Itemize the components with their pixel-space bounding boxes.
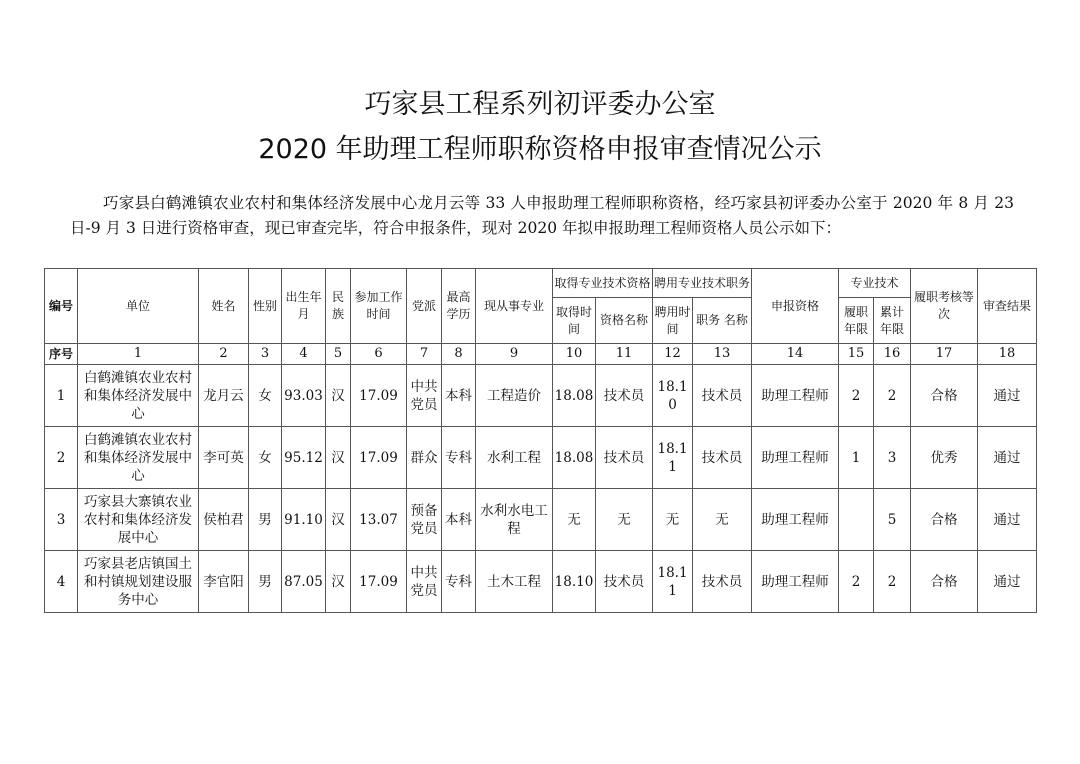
intro-paragraph: 巧家县白鹤滩镇农业农村和集体经济发展中心龙月云等 33 人申报助理工程师职称资格，经巧家县初评委办公室于 2020 年 8 月 23 日-9 月 3 日进行资格审查，现已审查完毕，符合申报条件，现对 2020 年拟申报助理工程师资格人员公示如下： (70, 194, 1014, 237)
cell-cumulative: 3 (874, 427, 911, 489)
cell-obtained-time: 18.08 (553, 365, 596, 427)
cell-ethnicity: 汉 (326, 551, 351, 613)
cell-party: 中共党员 (407, 365, 442, 427)
table-row (45, 489, 1037, 551)
cell-id: 4 (45, 551, 78, 613)
header-work-start: 参加工作时间 (351, 269, 407, 344)
cell-gender: 女 (249, 365, 282, 427)
cell-assessment: 合格 (911, 365, 978, 427)
header-major: 现从事专业 (476, 269, 553, 344)
header-id: 编号 (45, 269, 78, 344)
header-party: 党派 (407, 269, 442, 344)
cell-party: 中共党员 (407, 551, 442, 613)
header-hired-group: 聘用专业技术职务 (653, 269, 752, 298)
index-cell: 6 (351, 344, 407, 365)
cell-obtained-time: 无 (553, 489, 596, 551)
cell-obtained-time: 18.08 (553, 427, 596, 489)
cell-result: 通过 (978, 551, 1037, 613)
cell-work-start: 13.07 (351, 489, 407, 551)
cell-tenure: 1 (839, 427, 874, 489)
cell-major: 土木工程 (476, 551, 553, 613)
cell-apply: 助理工程师 (752, 365, 839, 427)
index-cell: 10 (553, 344, 596, 365)
cell-hired-name: 技术员 (693, 427, 752, 489)
header-hired-time: 聘用时间 (653, 298, 693, 344)
applicant-table (44, 268, 1037, 613)
cell-obtained-name: 技术员 (596, 427, 653, 489)
cell-unit: 白鹤滩镇农业农村和集体经济发展中心 (78, 365, 199, 427)
index-cell: 5 (326, 344, 351, 365)
index-cell: 15 (839, 344, 874, 365)
cell-name: 龙月云 (199, 365, 249, 427)
index-cell: 16 (874, 344, 911, 365)
index-cell: 2 (199, 344, 249, 365)
index-row (45, 344, 1037, 365)
table-row (45, 551, 1037, 613)
cell-hired-time: 18.11 (653, 551, 693, 613)
header-unit: 单位 (78, 269, 199, 344)
cell-hired-name: 无 (693, 489, 752, 551)
header-assessment: 履职考核等次 (911, 269, 978, 344)
cell-cumulative: 2 (874, 365, 911, 427)
cell-education: 专科 (442, 427, 476, 489)
table-row (45, 365, 1037, 427)
cell-birth: 91.10 (282, 489, 326, 551)
cell-party: 预备党员 (407, 489, 442, 551)
header-obtained-time: 取得时间 (553, 298, 596, 344)
cell-obtained-name: 技术员 (596, 365, 653, 427)
cell-result: 通过 (978, 365, 1037, 427)
cell-assessment: 合格 (911, 551, 978, 613)
cell-id: 2 (45, 427, 78, 489)
cell-hired-time: 18.10 (653, 365, 693, 427)
header-gender: 性别 (249, 269, 282, 344)
index-cell: 11 (596, 344, 653, 365)
table-header (45, 269, 1037, 344)
document-title: 巧家县工程系列初评委办公室 (364, 89, 716, 120)
cell-gender: 女 (249, 427, 282, 489)
cell-hired-time: 18.11 (653, 427, 693, 489)
cell-apply: 助理工程师 (752, 551, 839, 613)
cell-obtained-time: 18.10 (553, 551, 596, 613)
cell-name: 李官阳 (199, 551, 249, 613)
cell-id: 1 (45, 365, 78, 427)
cell-birth: 93.03 (282, 365, 326, 427)
index-cell: 13 (693, 344, 752, 365)
index-cell: 18 (978, 344, 1037, 365)
cell-name: 李可英 (199, 427, 249, 489)
cell-assessment: 合格 (911, 489, 978, 551)
cell-apply: 助理工程师 (752, 427, 839, 489)
table-row (45, 427, 1037, 489)
cell-work-start: 17.09 (351, 365, 407, 427)
cell-result: 通过 (978, 427, 1037, 489)
header-birth: 出生年月 (282, 269, 326, 344)
cell-major: 水利工程 (476, 427, 553, 489)
header-obtained-name: 资格名称 (596, 298, 653, 344)
cell-cumulative: 5 (874, 489, 911, 551)
cell-ethnicity: 汉 (326, 489, 351, 551)
cell-assessment: 优秀 (911, 427, 978, 489)
cell-tenure (839, 489, 874, 551)
cell-hired-name: 技术员 (693, 551, 752, 613)
header-tenure: 履职年限 (839, 298, 874, 344)
header-obtained-group: 取得专业技术资格 (553, 269, 653, 298)
header-cumulative: 累计年限 (874, 298, 911, 344)
index-cell: 17 (911, 344, 978, 365)
cell-birth: 95.12 (282, 427, 326, 489)
cell-result: 通过 (978, 489, 1037, 551)
header-tech-group: 专业技术 (839, 269, 911, 298)
index-cell: 12 (653, 344, 693, 365)
cell-gender: 男 (249, 551, 282, 613)
cell-apply: 助理工程师 (752, 489, 839, 551)
document-subtitle: 2020 年助理工程师职称资格申报审查情况公示 (258, 134, 822, 165)
cell-ethnicity: 汉 (326, 365, 351, 427)
index-cell: 14 (752, 344, 839, 365)
cell-work-start: 17.09 (351, 427, 407, 489)
cell-tenure: 2 (839, 551, 874, 613)
cell-name: 侯柏君 (199, 489, 249, 551)
cell-tenure: 2 (839, 365, 874, 427)
cell-id: 3 (45, 489, 78, 551)
cell-obtained-name: 技术员 (596, 551, 653, 613)
header-hired-name: 职务 名称 (693, 298, 752, 344)
index-cell: 9 (476, 344, 553, 365)
cell-party: 群众 (407, 427, 442, 489)
index-cell: 4 (282, 344, 326, 365)
index-cell: 8 (442, 344, 476, 365)
cell-obtained-name: 无 (596, 489, 653, 551)
cell-birth: 87.05 (282, 551, 326, 613)
index-cell: 7 (407, 344, 442, 365)
cell-hired-name: 技术员 (693, 365, 752, 427)
cell-unit: 巧家县大寨镇农业农村和集体经济发展中心 (78, 489, 199, 551)
cell-education: 专科 (442, 551, 476, 613)
cell-ethnicity: 汉 (326, 427, 351, 489)
header-apply: 申报资格 (752, 269, 839, 344)
index-cell: 3 (249, 344, 282, 365)
cell-major: 水利水电工程 (476, 489, 553, 551)
header-name: 姓名 (199, 269, 249, 344)
cell-major: 工程造价 (476, 365, 553, 427)
cell-hired-time: 无 (653, 489, 693, 551)
header-ethnicity: 民族 (326, 269, 351, 344)
cell-unit: 白鹤滩镇农业农村和集体经济发展中心 (78, 427, 199, 489)
cell-cumulative: 2 (874, 551, 911, 613)
cell-gender: 男 (249, 489, 282, 551)
index-cell: 1 (78, 344, 199, 365)
cell-education: 本科 (442, 365, 476, 427)
cell-unit: 巧家县老店镇国土和村镇规划建设服务中心 (78, 551, 199, 613)
header-education: 最高学历 (442, 269, 476, 344)
index-cell: 序号 (45, 344, 78, 365)
cell-work-start: 17.09 (351, 551, 407, 613)
cell-education: 本科 (442, 489, 476, 551)
header-result: 审查结果 (978, 269, 1037, 344)
